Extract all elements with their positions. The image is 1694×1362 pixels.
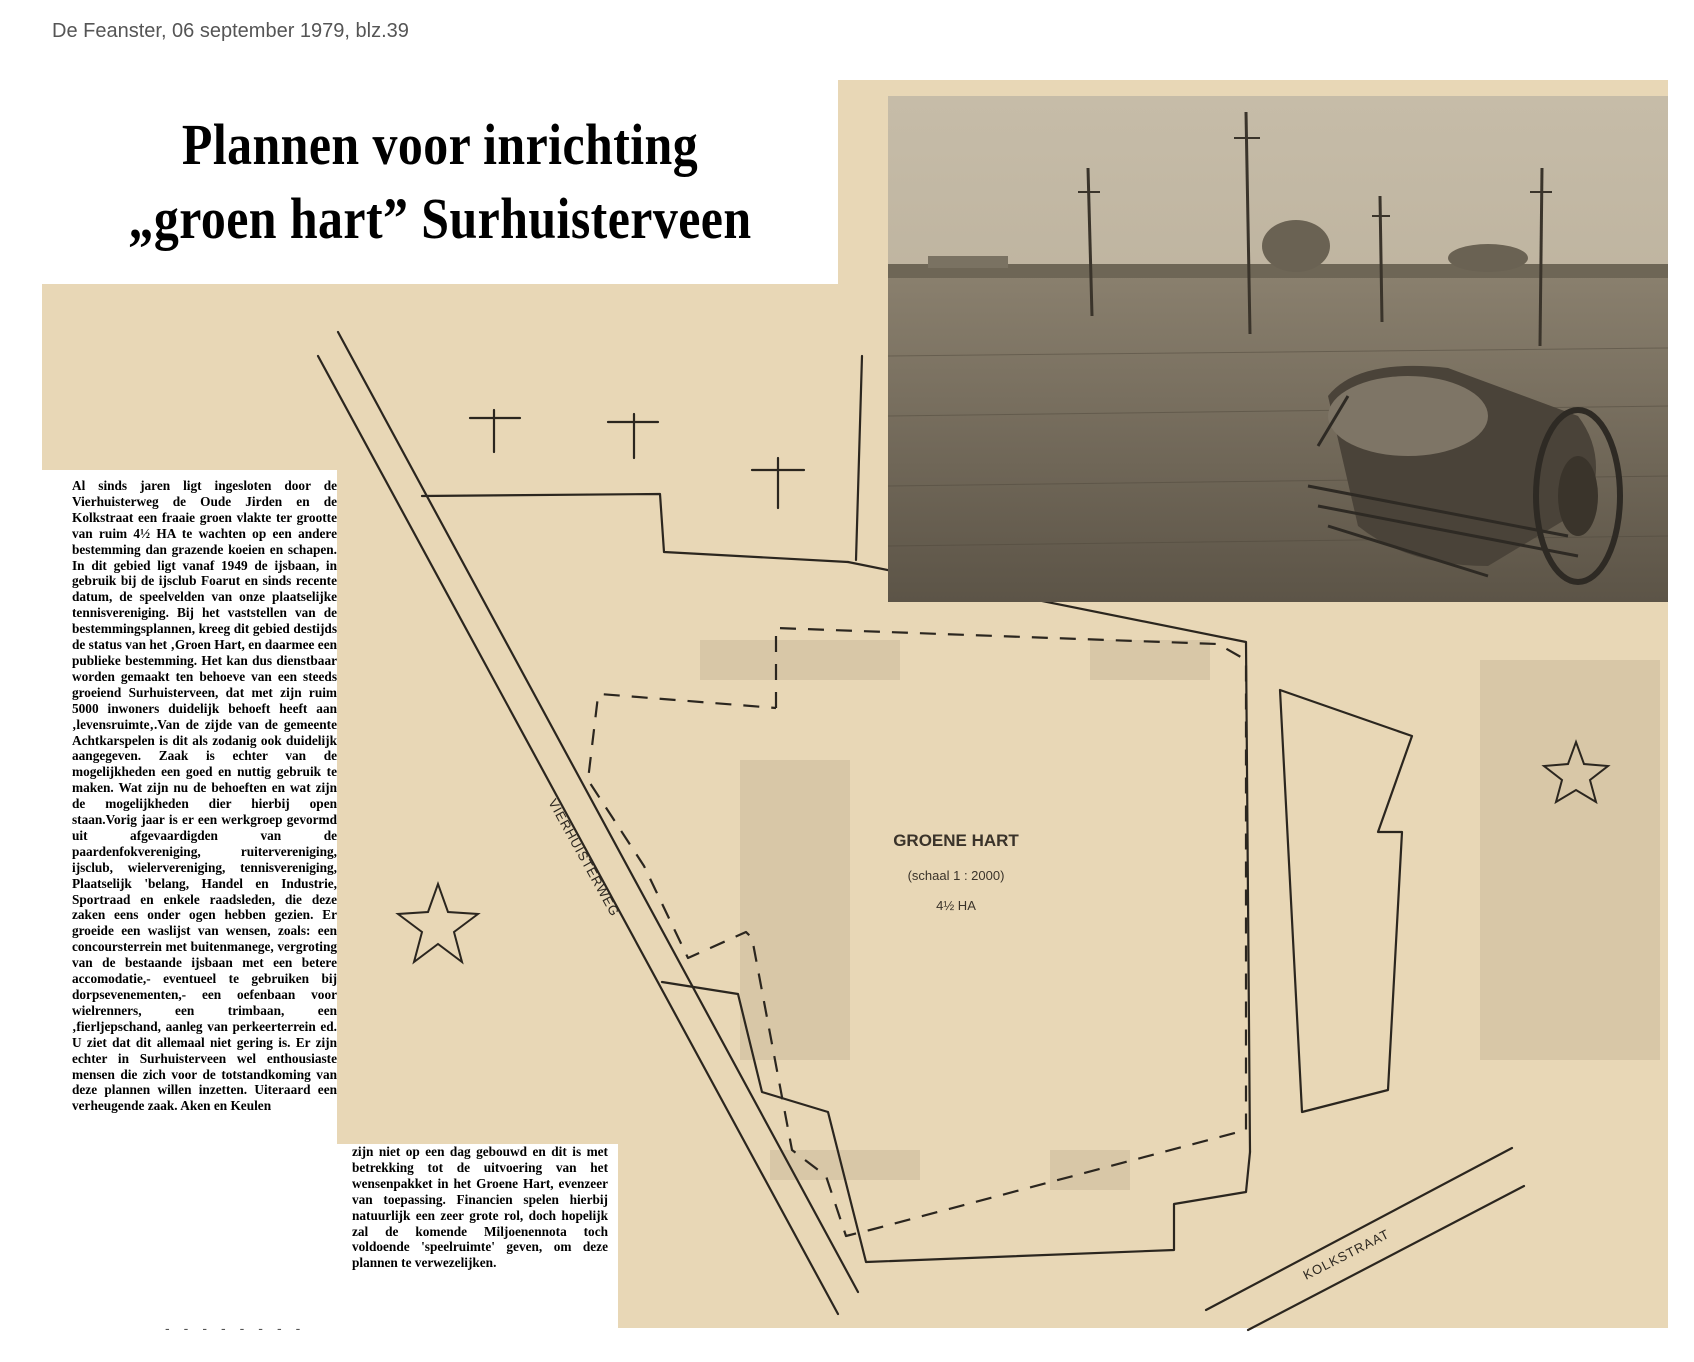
cross-marker-3: [752, 458, 804, 508]
kolkstraat-south-edge: [1248, 1186, 1524, 1330]
cross-marker-1: [470, 410, 520, 452]
field-photo: [888, 96, 1668, 602]
headline-line-1: Plannen voor inrichting: [181, 112, 699, 177]
column-end-dashes: --------: [165, 1320, 315, 1336]
boundary-vertical: [856, 356, 862, 560]
field-photo-image: [888, 96, 1668, 602]
star-marker-west: [398, 884, 478, 962]
parcel-east: [1280, 690, 1412, 1112]
article-column-2: zijn niet op een dag gebouwd en dit is met betrekking tot de uitvoering van het wensenpakket in het Groene Hart, evenzeer van toepassing. Financien spelen hierbij natuurlijk een zeer grote rol, doch hopelijk zal de komende Miljoenennota toch voldoende 'speelruimte' geven, om deze plannen te verwezelijken.: [352, 1144, 608, 1304]
groene-hart-boundary: [588, 628, 1246, 1236]
map-title: GROENE HART: [893, 831, 1019, 850]
kolkstraat-north-edge: [1206, 1148, 1512, 1310]
street-label-kolkstraat: KOLKSTRAAT: [1300, 1226, 1393, 1283]
boundary-north: [422, 494, 848, 562]
street-label-vierhuisterweg: VIERHUISTERWEG: [545, 796, 623, 920]
bleed-through: [700, 640, 1660, 1190]
map-area: 4½ HA: [936, 898, 976, 913]
headline-line-2: „groen hart” Surhuisterveen: [128, 186, 752, 251]
cross-marker-2: [608, 414, 658, 458]
source-line: De Feanster, 06 september 1979, blz.39: [52, 20, 409, 42]
map-scale: (schaal 1 : 2000): [907, 868, 1005, 883]
article-column-1: Al sinds jaren ligt ingesloten door de Vierhuisterweg de Oude Jirden en de Kolkstraat een fraaie groen vlakte ter grootte van ruim 4½ HA te wachten op een andere bestemming dan grazende koeien en schapen. In dit gebied ligt vanaf 1949 de ijsbaan, in gebruik bij de ijsclub Foarut en sinds recente datum, de speelvelden van onze plaatselijke tennisvereniging. Bij het vaststellen van de bestemmingsplannen, kreeg dit gebied destijds de status van het ‚Groen Hart, en daarmee een publieke bestemming. Het kan dus dienstbaar worden gemaakt ten behoeve van een steeds groeiend Surhuisterveen, dat met zijn ruim 5000 inwoners duidelijk behoeft heeft aan ‚levensruimte‚.Van de zijde van de gemeente Achtkarspelen is dit als zodanig ook duidelijk aangegeven. Zaak is echter van de mogelijkheden een goed en nuttig gebruik te maken. Wat zijn nu de behoeften en wat zijn de mogelijkheden dier hierbij open staan.Vorig jaar is er een werkgroep gevormd uit afgevaardigden van de paardenfokvereniging, ruitervereniging, ijsclub, wielervereniging, tennisvereniging, Plaatselijk 'belang, Handel en Industrie, Sportraad en enkele raadsleden, die deze zaken eens onder ogen hebben gezien. Er groeide een waslijst van wensen, zoals: een concoursterrein met buitenmanege, vergroting van de bestaande ijsbaan met een betere accomodatie,- eventueel te gebruiken bij dorpsevenementen,- een oefenbaan voor wielrenners, een trimbaan, een ‚fierljepschand, aanleg van perkeerterrein ed. U ziet dat dit allemaal niet gering is. Er zijn echter in Surhuisterveen wel enthousiaste mensen die zich voor de totstandkoming van deze plannen willen inzetten. Uiteraard een verheugende zaak. Aken en Keulen: [72, 478, 337, 1303]
headline: [96, 108, 784, 256]
